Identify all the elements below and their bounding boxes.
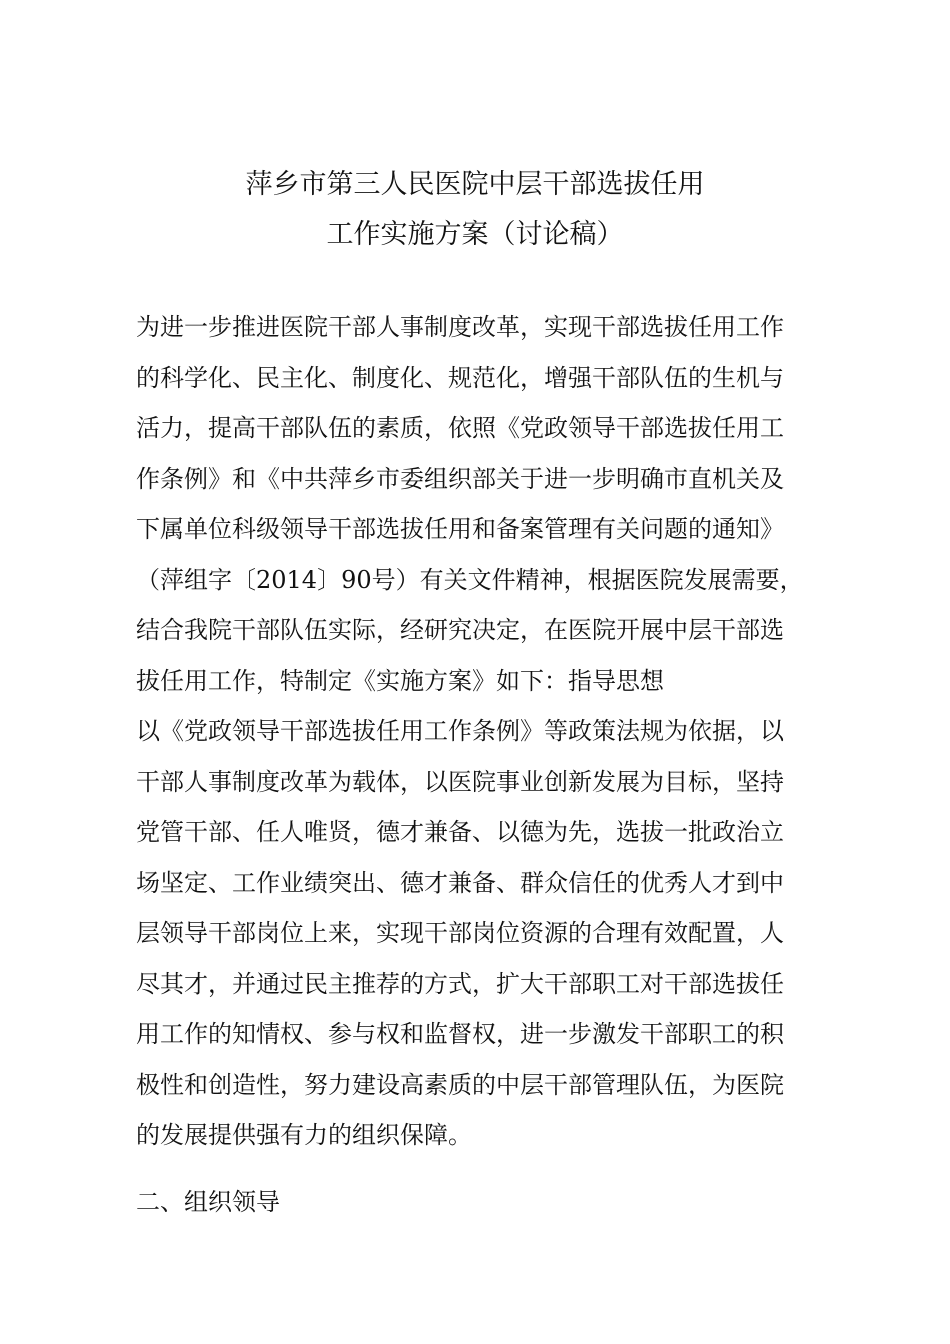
- text-line: 场坚定、工作业绩突出、德才兼备、群众信任的优秀人才到中: [136, 868, 784, 897]
- text-line: （萍组字〔2014〕90号）有关文件精神，根据医院发展需要，: [136, 565, 804, 594]
- text-line: 的发展提供强有力的组织保障。: [136, 1121, 472, 1149]
- text-line: 党管干部、任人唯贤，德才兼备、以德为先，选拔一批政治立: [136, 818, 784, 846]
- text-line: 干部人事制度改革为载体，以医院事业创新发展为目标，坚持: [136, 767, 784, 796]
- document-title: [0, 160, 950, 260]
- text-line: 下属单位科级领导干部选拔任用和备案管理有关问题的通知》: [136, 515, 784, 543]
- title-line-1: 萍乡市第三人民医院中层干部选拔任用: [245, 169, 705, 200]
- text-line: 层领导干部岗位上来，实现干部岗位资源的合理有效配置，人: [136, 919, 784, 947]
- text-line: 极性和创造性，努力建设高素质的中层干部管理队伍，为医院: [136, 1070, 784, 1099]
- text-line: 拔任用工作，特制定《实施方案》如下：指导思想: [136, 666, 664, 695]
- text-line: 以《党政领导干部选拔任用工作条例》等政策法规为依据，以: [136, 717, 784, 745]
- title-line-2: 工作实施方案（讨论稿）: [326, 219, 624, 250]
- text-line: 结合我院干部队伍实际，经研究决定，在医院开展中层干部选: [136, 616, 784, 644]
- intro-paragraph: [136, 302, 836, 706]
- text-line: 用工作的知情权、参与权和监督权，进一步激发干部职工的积: [136, 1020, 784, 1048]
- section-heading: [136, 1177, 836, 1228]
- guiding-thought-paragraph: [136, 706, 836, 1161]
- text-line: 为进一步推进医院干部人事制度改革，实现干部选拔任用工作: [136, 313, 784, 341]
- section-heading-text: 二、组织领导: [136, 1188, 280, 1216]
- text-line: 的科学化、民主化、制度化、规范化，增强干部队伍的生机与: [136, 363, 784, 392]
- text-line: 尽其才，并通过民主推荐的方式，扩大干部职工对干部选拔任: [136, 969, 784, 998]
- text-line: 作条例》和《中共萍乡市委组织部关于进一步明确市直机关及: [136, 464, 784, 493]
- text-line: 活力，提高干部队伍的素质，依照《党政领导干部选拔任用工: [136, 414, 784, 442]
